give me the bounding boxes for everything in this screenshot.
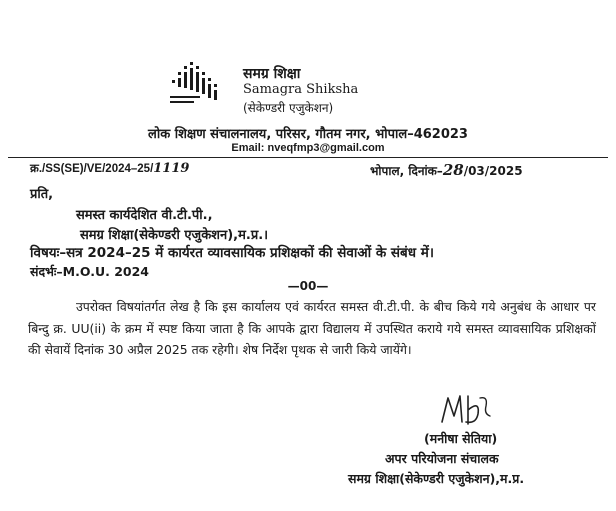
salutation-to: प्रति, [30, 187, 54, 202]
brand-name-english: Samagra Shiksha [243, 82, 359, 97]
reference-number-handwritten: 1119 [153, 161, 190, 176]
recipient-line-2: समग्र शिक्षा(सेकेण्डरी एजुकेशन),म.प्र.। [80, 228, 269, 243]
recipient-line-1: समस्त कार्यदेशित वी.टी.पी., [76, 208, 213, 223]
section-separator: —00— [287, 279, 329, 293]
letter-reference: संदर्भः–M.O.U. 2024 [30, 264, 149, 279]
letter-subject: विषयः–सत्र 2024–25 में कार्यरत व्यावसायिक प्रशिक्षकों की सेवाओं के संबंध में। [30, 245, 434, 261]
reference-number-prefix: क्र./SS(SE)/VE/2024–25/ [30, 163, 154, 175]
signatory-organization: समग्र शिक्षा(सेकेण्डरी एजुकेशन),म.प्र. [348, 471, 525, 486]
handwritten-signature [436, 392, 496, 432]
brand-subtitle: (सेकेण्डरी एजुकेशन) [243, 101, 334, 115]
signatory-name: (मनीषा सेतिया) [424, 431, 498, 446]
signatory-designation: अपर परियोजना संचालक [385, 451, 499, 466]
office-address: लोक शिक्षण संचालनालय, परिसर, गौतम नगर, भोपाल–462023 [148, 127, 468, 142]
letter-date-handwritten: 28 [442, 161, 464, 179]
brand-name-hindi: समग्र शिक्षा [243, 66, 301, 82]
letter-date-suffix: /03/2025 [463, 164, 523, 178]
letter-date-prefix: भोपाल, दिनांक– [370, 164, 443, 178]
samagra-shiksha-logo [170, 60, 230, 106]
header-divider [8, 157, 608, 158]
letter-body: उपरोक्त विषयांतर्गत लेख है कि इस कार्यालय एवं कार्यरत समस्त वी.टी.पी. के बीच किये गये अनुबंध के आधार पर बिन्दु क्र. UU(ii) के क्रम में स्पष्ट किया जाता है कि आपके द्वारा विद्यालय में उपस्थित कराये गये समस्त व्यावसायिक प्रशिक्षकों की सेवायें दिनांक 30 अप्रैल 2025 तक रहेगी। शेष निर्देश पृथक से जारी किये जायेंगे। [28, 299, 596, 357]
reference-number [30, 161, 189, 176]
office-email: Email: nveqfmp3@gmail.com [231, 142, 385, 154]
letter-date [370, 161, 523, 179]
